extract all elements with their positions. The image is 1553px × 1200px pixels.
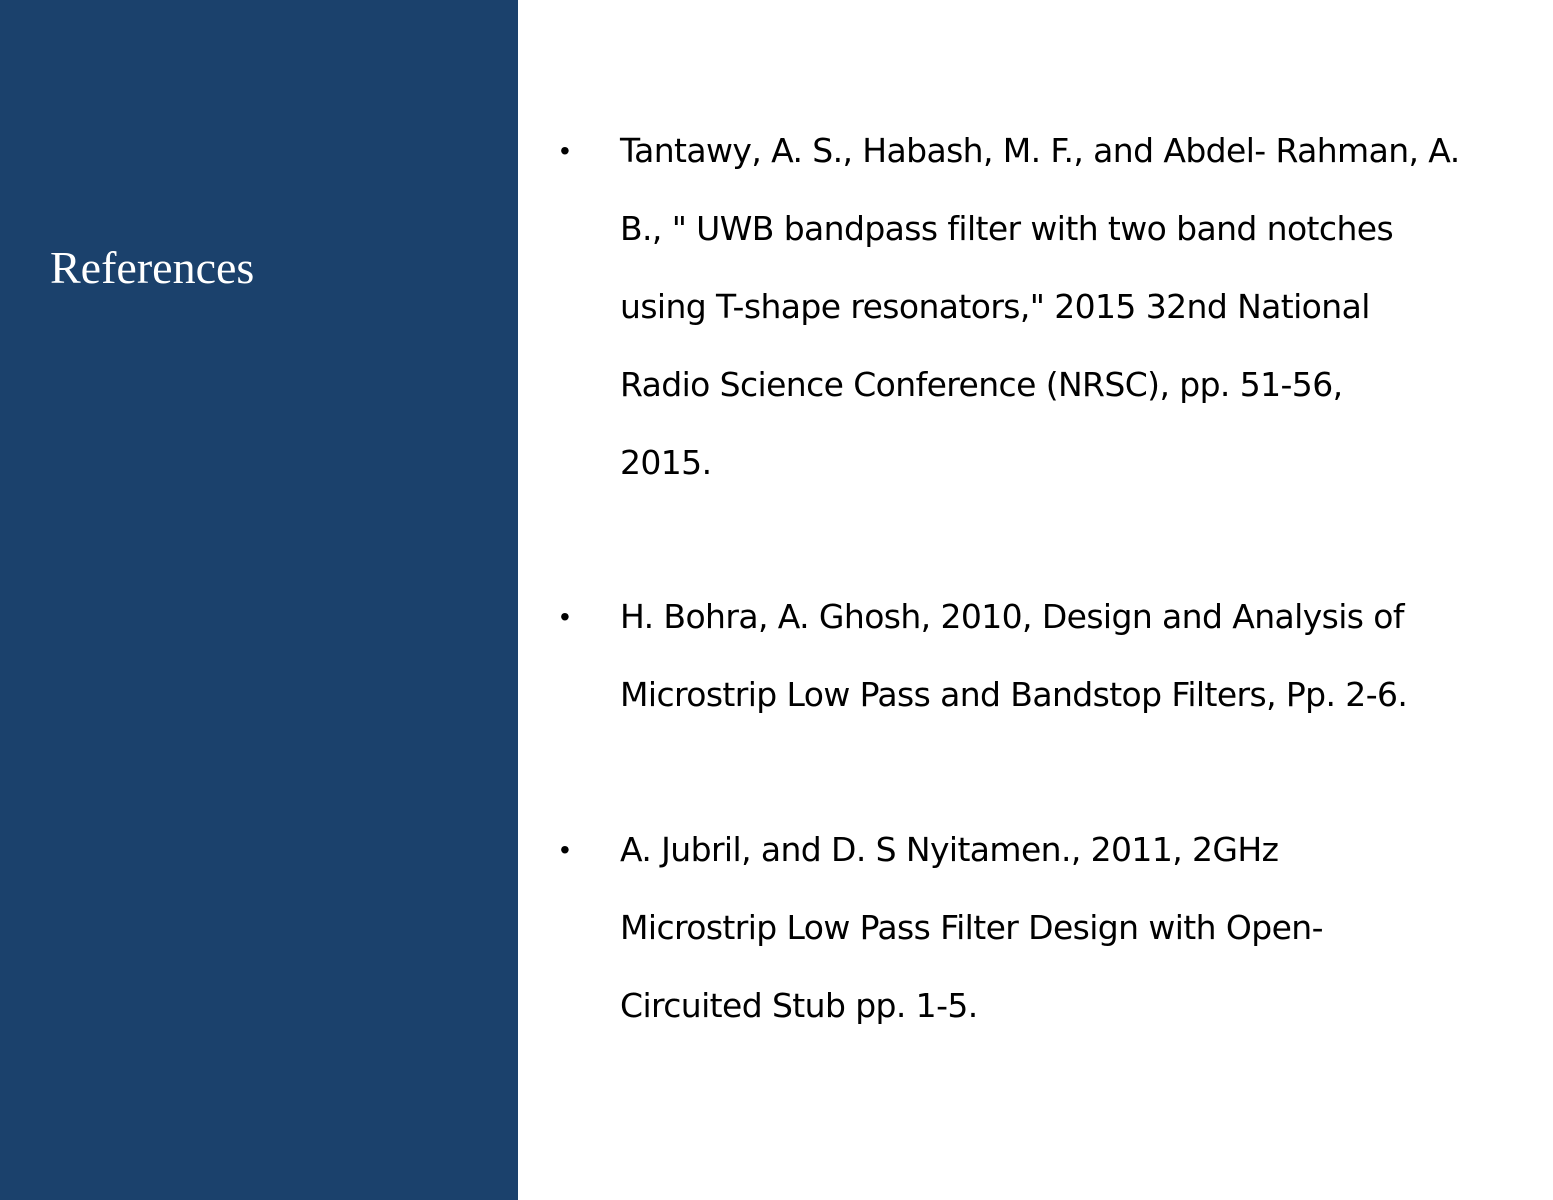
bullet-icon: • — [560, 135, 570, 166]
reference-text: H. Bohra, A. Ghosh, 2010, Design and Analysis of Microstrip Low Pass and Bandstop Filters, Pp. 2-6. — [620, 597, 1408, 714]
reference-text: Tantawy, A. S., Habash, M. F., and Abdel- Rahman, A. B., " UWB bandpass filter with two band notches using T-shape resonators," 2015 32nd National Radio Science Conference (NRSC), pp. 51-56, 2015. — [620, 131, 1460, 482]
bullet-icon: • — [560, 834, 570, 865]
page-title: References — [50, 242, 255, 293]
sidebar-panel — [0, 0, 518, 1200]
bullet-icon: • — [560, 601, 570, 632]
reference-text: A. Jubril, and D. S Nyitamen., 2011, 2GHz Microstrip Low Pass Filter Design with Open- Circuited Stub pp. 1-5. — [620, 830, 1323, 1025]
